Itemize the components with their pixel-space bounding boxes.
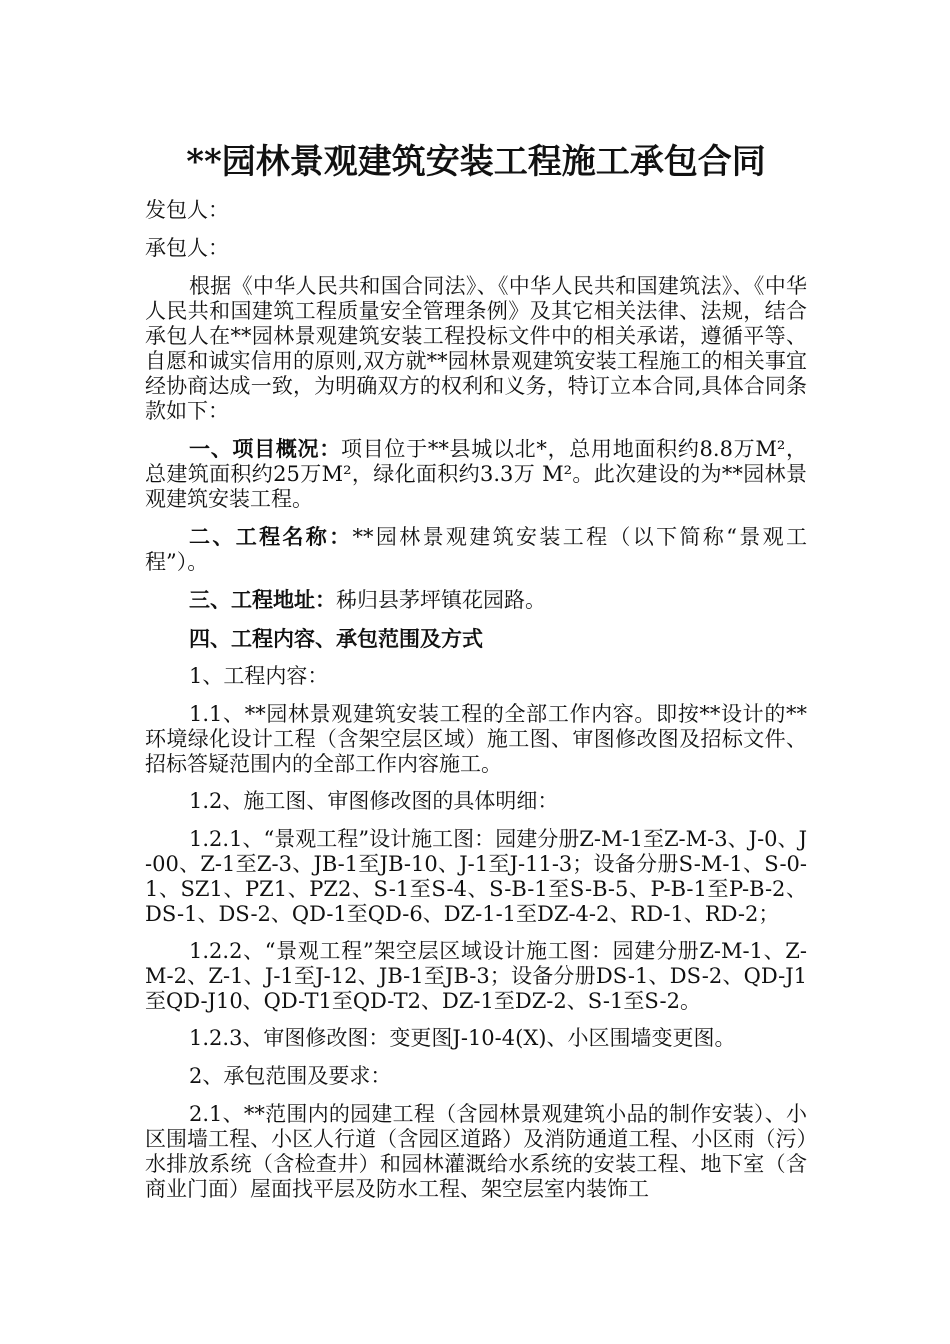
item-1-2-2: 1.2.2、“景观工程”架空层区域设计施工图：园建分册Z-M-1、Z-M-2、Z-1、J-1至J-12、JB-1至JB-3；设备分册DS-1、DS-2、QD-J1至QD-J10、QD-T1至QD-T2、DZ-1至DZ-2、S-1至S-2。 [145, 939, 807, 1013]
item-1: 1、工程内容： [189, 664, 329, 688]
section-text: 秭归县茅坪镇花园路。 [336, 588, 546, 612]
section-text: 项目位于**县城以北*，总用地面积约8.8万M²，总建筑面积约25万M²，绿化面积约3.3万 M²。此次建设的为**园林景观建筑安装工程。 [145, 437, 808, 511]
contract-document [145, 140, 807, 1214]
document-title: **园林景观建筑安装工程施工承包合同 [186, 142, 766, 182]
contractor-line: 承包人： [145, 236, 229, 260]
employer-line: 发包人： [145, 198, 229, 222]
section-heading: 三、工程地址： [189, 587, 336, 612]
item-1-2-3: 1.2.3、审图修改图：变更图J-10-4(X)、小区围墙变更图。 [189, 1026, 736, 1050]
section-project-overview [145, 436, 807, 512]
section-scope-heading: 四、工程内容、承包范围及方式 [189, 626, 483, 651]
section-heading: 二、工程名称： [189, 524, 353, 549]
section-text: **园林景观建筑安装工程（以下简称“景观工程”）。 [145, 525, 808, 574]
item-2: 2、承包范围及要求： [189, 1064, 392, 1088]
section-project-address [145, 587, 807, 613]
preamble-paragraph: 根据《中华人民共和国合同法》、《中华人民共和国建筑法》、《中华人民共和国建筑工程质量安全管理条例》及其它相关法律、法规，结合承包人在**园林景观建筑安装工程投标文件中的相关承诺，遵循平等、自愿和诚实信用的原则,双方就**园林景观建筑安装工程施工的相关事宜经协商达成一致，为明确双方的权利和义务，特订立本合同,具体合同条款如下： [145, 274, 807, 423]
item-2-1: 2.1、**范围内的园建工程（含园林景观建筑小品的制作安装）、小区围墙工程、小区人行道（含园区道路）及消防通道工程、小区雨（污）水排放系统（含检查井）和园林灌溉给水系统的安装工程、地下室（含商业门面）屋面找平层及防水工程、架空层室内装饰工 [145, 1102, 807, 1201]
section-heading: 一、项目概况： [189, 436, 341, 461]
item-1-2-1: 1.2.1、“景观工程”设计施工图：园建分册Z-M-1至Z-M-3、J-0、J-00、Z-1至Z-3、JB-1至JB-10、J-1至J-11-3；设备分册S-M-1、S-0-1、SZ1、PZ1、PZ2、S-1至S-4、S-B-1至S-B-5、P-B-1至P-B-2、DS-1、DS-2、QD-1至QD-6、DZ-1-1至DZ-4-2、RD-1、RD-2； [145, 827, 807, 926]
section-project-name [145, 524, 807, 575]
item-1-1: 1.1、**园林景观建筑安装工程的全部工作内容。即按**设计的**环境绿化设计工程（含架空层区域）施工图、审图修改图及招标文件、招标答疑范围内的全部工作内容施工。 [145, 702, 807, 776]
item-1-2: 1.2、施工图、审图修改图的具体明细： [189, 789, 559, 813]
